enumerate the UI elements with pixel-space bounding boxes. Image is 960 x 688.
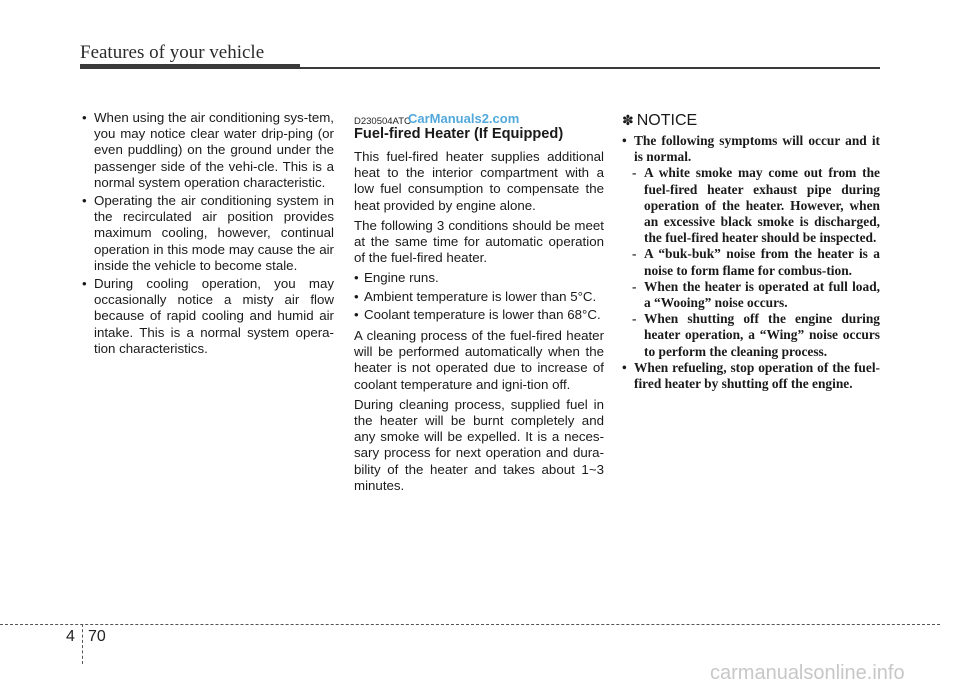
condition-item: • Engine runs. <box>354 270 439 286</box>
list-item: • Operating the air conditioning system in the recirculated air position provides maximum cooling, however, continual operation in this mode may cause the air inside the vehicle to become stale. <box>82 193 334 273</box>
notice-title: ✽ NOTICE <box>622 112 698 129</box>
section-title: Fuel-fired Heater (If Equipped) <box>354 126 564 142</box>
list-item: • When using the air conditioning sys-tem, you may notice clear water drip-ping (or even puddling) on the ground under the passenger side of the vehi-cle. This is a normal system operation characteristic. <box>82 110 334 190</box>
notice-subitem: - A “buk-buk” noise from the heater is a noise to form flame for combus-tion. <box>632 246 880 278</box>
middle-column <box>354 112 604 498</box>
notice-subitem: - When shutting off the engine during heater operation, a “Wing” noise occurs to perform the cleaning process. <box>632 311 880 359</box>
left-column <box>80 110 334 359</box>
notice-column <box>622 111 880 392</box>
page-number: 70 <box>88 628 106 645</box>
page-header-title: Features of your vehicle <box>80 42 265 63</box>
paragraph: A cleaning process of the fuel-fired heater will be performed automatically when the heater is not operated due to increase of coolant temperature and igni-tion off. <box>354 328 604 392</box>
asterisk-icon: ✽ <box>622 112 634 128</box>
header-rule-thick <box>80 64 300 69</box>
paragraph: This fuel-fired heater supplies additional heat to the interior compartment with a low fuel consumption to compensate the heat provided by engine alone. <box>354 149 604 213</box>
watermark-logo: CarManuals2.com <box>408 111 520 126</box>
notice-item: • When refueling, stop operation of the fuel-fired heater by shutting off the engine. <box>622 359 880 392</box>
chapter-number: 4 <box>66 628 75 645</box>
paragraph: During cleaning process, supplied fuel in the heater will be burnt completely and any smoke will be expelled. It is a neces-sary process for next operation and dura-bility of the heater and takes about 1~3 minutes. <box>354 396 604 493</box>
site-watermark: carmanualsonline.info <box>710 662 905 684</box>
section-code: D230504ATC <box>354 116 411 127</box>
notice-item: • The following symptoms will occur and it is normal. <box>622 133 880 165</box>
condition-item: • Ambient temperature is lower than 5°C. <box>354 288 597 304</box>
footer-divider <box>82 624 83 664</box>
header-rule-thin <box>300 67 880 69</box>
list-item: • During cooling operation, you may occasionally notice a misty air flow because of rapid cooling and humid air intake. This is a normal system opera-tion characteristics. <box>82 276 334 356</box>
paragraph: The following 3 conditions should be meet at the same time for automatic operation of the fuel-fired heater. <box>354 217 604 266</box>
footer-rule <box>0 624 940 625</box>
notice-subitem: - A white smoke may come out from the fuel-fired heater exhaust pipe during operation of the heater. However, when an excessive black smoke is discharged, the fuel-fired heater should be inspected. <box>632 165 880 246</box>
notice-subitem: - When the heater is operated at full load, a “Wooing” noise occurs. <box>632 278 880 311</box>
condition-item: • Coolant temperature is lower than 68°C. <box>354 306 601 322</box>
